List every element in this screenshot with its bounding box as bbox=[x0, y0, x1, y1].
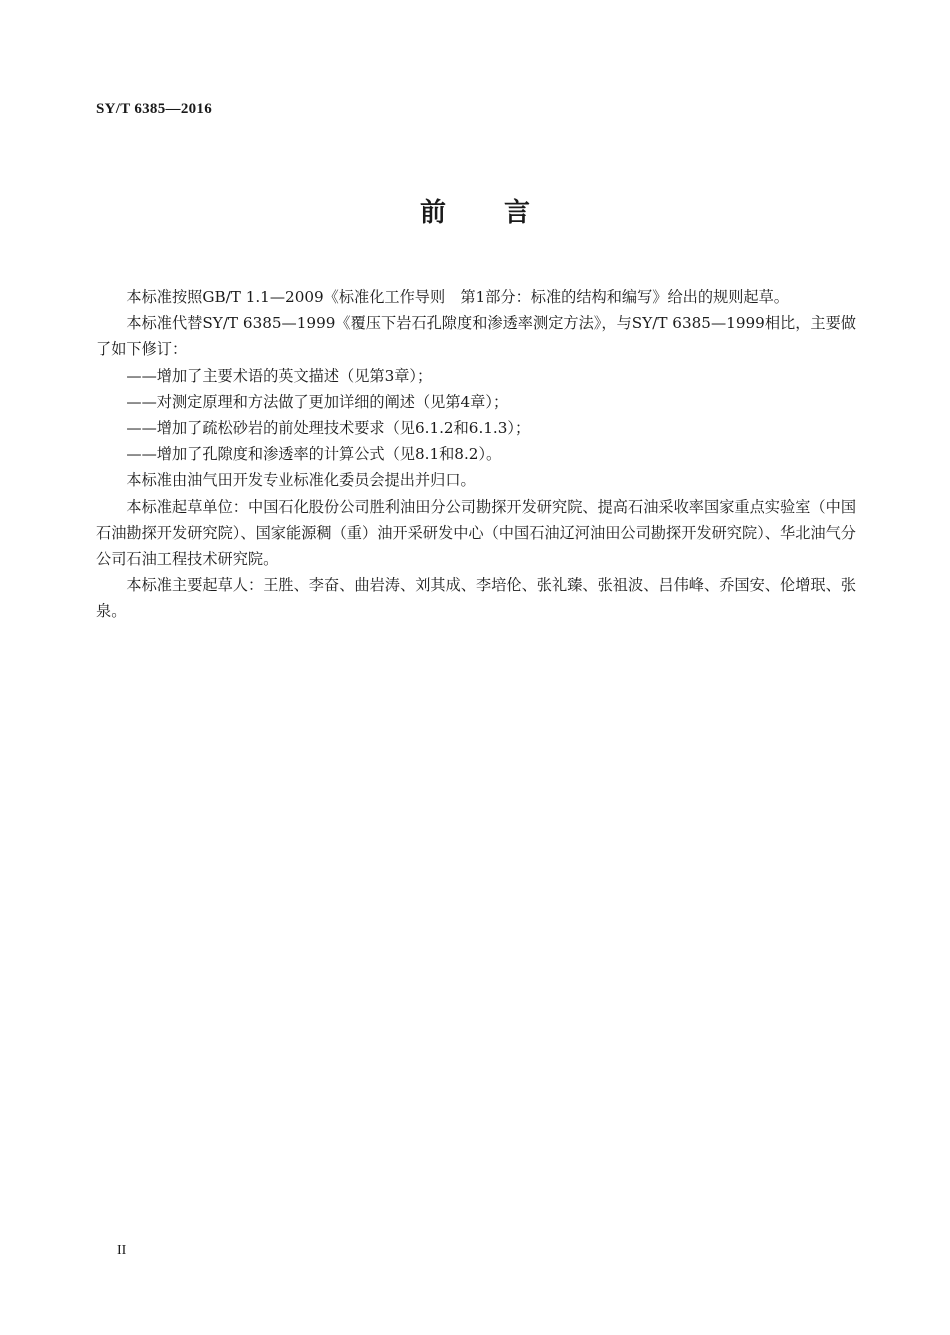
revision-item-4: ——增加了孔隙度和渗透率的计算公式（见8.1和8.2）。 bbox=[126, 445, 502, 464]
page-number: II bbox=[117, 1243, 127, 1258]
page-title-char-2: 言 bbox=[504, 198, 531, 228]
paragraph-drafting-units: 本标准起草单位：中国石化股份公司胜利油田分公司勘探开发研究院、提高石油采收率国家重点实验室（中国石油勘探开发研究院）、国家能源稠（重）油开采研发中心（中国石油辽河油田公司勘探开发研究院）、华北油气分公司石油工程技术研究院。 bbox=[96, 497, 856, 569]
paragraph-drafters: 本标准主要起草人：王胜、李奋、曲岩涛、刘其成、李培伦、张礼臻、张祖波、吕伟峰、乔国安、伦增珉、张泉。 bbox=[96, 576, 856, 621]
paragraph-drafting-rules: 本标准按照GB/T 1.1—2009《标准化工作导则 第1部分：标准的结构和编写》给出的规则起草。 bbox=[126, 288, 789, 306]
standard-number: SY/T 6385—2016 bbox=[96, 101, 213, 117]
revision-item-1: ——增加了主要术语的英文描述（见第3章）； bbox=[126, 366, 433, 385]
revision-item-2: ——对测定原理和方法做了更加详细的阐述（见第4章）； bbox=[126, 392, 509, 411]
page-title-char-1: 前 bbox=[419, 198, 446, 228]
paragraph-replacement: 本标准代替SY/T 6385—1999《覆压下岩石孔隙度和渗透率测定方法》，与SY/T 6385—1999相比，主要做了如下修订： bbox=[96, 314, 856, 359]
revision-item-3: ——增加了疏松砂岩的前处理技术要求（见6.1.2和6.1.3）； bbox=[126, 419, 531, 438]
paragraph-proposer: 本标准由油气田开发专业标准化委员会提出并归口。 bbox=[126, 471, 476, 490]
page-title bbox=[0, 192, 950, 229]
foreword-body bbox=[96, 284, 856, 625]
